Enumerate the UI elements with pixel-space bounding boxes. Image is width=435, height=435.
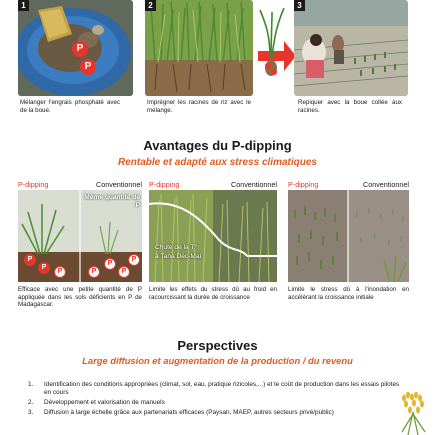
p-dipping-label: P-dipping bbox=[18, 180, 49, 189]
list-item-text: Identification des conditions appropriées (climat, sol, eau, pratique rizicoles,...) et le coût de production dans les essais pilotes en cours bbox=[44, 381, 400, 396]
list-item bbox=[28, 381, 408, 397]
rice-seedlings-illustration bbox=[145, 0, 253, 96]
step-caption: Mélanger l'engrais phosphaté avec de la boue. bbox=[20, 99, 120, 114]
perspectives-list bbox=[28, 381, 408, 417]
list-item-text: Diffusion à large échelle grâce aux partenariats efficaces (Paysan, MAEP, autres secteurs privé/public) bbox=[44, 409, 334, 416]
list-item-text: Développement et valorisation de manuels bbox=[44, 399, 165, 406]
advantages-subtitle: Rentable et adapté aux stress climatiques bbox=[118, 157, 317, 168]
p-dipping-label: P-dipping bbox=[288, 180, 319, 189]
p-badge: P bbox=[118, 266, 130, 278]
perspectives-title: Perspectives bbox=[177, 338, 258, 353]
p-badges-group bbox=[18, 252, 142, 282]
cold-stress-field-illustration bbox=[149, 190, 277, 282]
step-3-photo bbox=[294, 0, 408, 96]
seedling-arrow-icon bbox=[254, 6, 296, 96]
p-badge: P bbox=[104, 258, 116, 270]
step-2-photo bbox=[145, 0, 253, 96]
conventional-label: Conventionnel bbox=[363, 180, 409, 189]
p-badge: P bbox=[38, 262, 50, 274]
panel-3-labels bbox=[288, 180, 409, 189]
temperature-drop-line2: à Tana Déc-Mai bbox=[155, 253, 202, 260]
temperature-drop-line1: Chute de la T° bbox=[155, 244, 198, 251]
panel-2-labels bbox=[149, 180, 277, 189]
advantage-caption-1: Efficace avec une petite quantité de P appliquée dans les sols déficients en P de Madagascar. bbox=[18, 286, 142, 309]
step-number: 1 bbox=[18, 0, 29, 11]
same-quantity-label: Même quantité de P bbox=[84, 194, 140, 209]
rice-ear-icon bbox=[398, 392, 428, 435]
perspectives-subtitle: Large diffusion et augmentation de la production / du revenu bbox=[82, 355, 353, 366]
p-badge: P bbox=[88, 266, 100, 278]
p-badge: P bbox=[80, 59, 96, 75]
step-number: 2 bbox=[145, 0, 156, 11]
advantages-title: Avantages du P-dipping bbox=[143, 138, 292, 153]
list-item-number: 1. bbox=[28, 381, 34, 388]
step-caption: Imprégner les racines de riz avec le mélange. bbox=[147, 99, 251, 114]
p-dipping-label: P-dipping bbox=[149, 180, 180, 189]
advantage-photo-3 bbox=[288, 190, 409, 282]
p-badge: P bbox=[24, 254, 36, 266]
p-badge: P bbox=[128, 254, 140, 266]
list-item-number: 3. bbox=[28, 409, 34, 416]
panel-1-labels bbox=[18, 180, 142, 189]
advantage-caption-2: Limite les effets du stress dû au froid en racourcissant la durée de croissance bbox=[149, 286, 277, 301]
step-caption: Repiquer avec la boue collée aux racines. bbox=[298, 99, 402, 114]
p-badge: P bbox=[72, 41, 88, 57]
list-item bbox=[28, 409, 408, 417]
advantage-caption-3: Limite le stress dû à l'inondation en accélérant la croissance initiale bbox=[288, 286, 409, 301]
flooded-field-illustration bbox=[288, 190, 409, 282]
conventional-label: Conventionnel bbox=[231, 180, 277, 189]
step-number: 3 bbox=[294, 0, 305, 11]
advantage-photo-2 bbox=[149, 190, 277, 282]
list-item bbox=[28, 399, 408, 407]
list-item-number: 2. bbox=[28, 399, 34, 406]
conventional-label: Conventionnel bbox=[96, 180, 142, 189]
p-badge: P bbox=[54, 266, 66, 278]
transplanting-field-illustration bbox=[294, 0, 408, 96]
